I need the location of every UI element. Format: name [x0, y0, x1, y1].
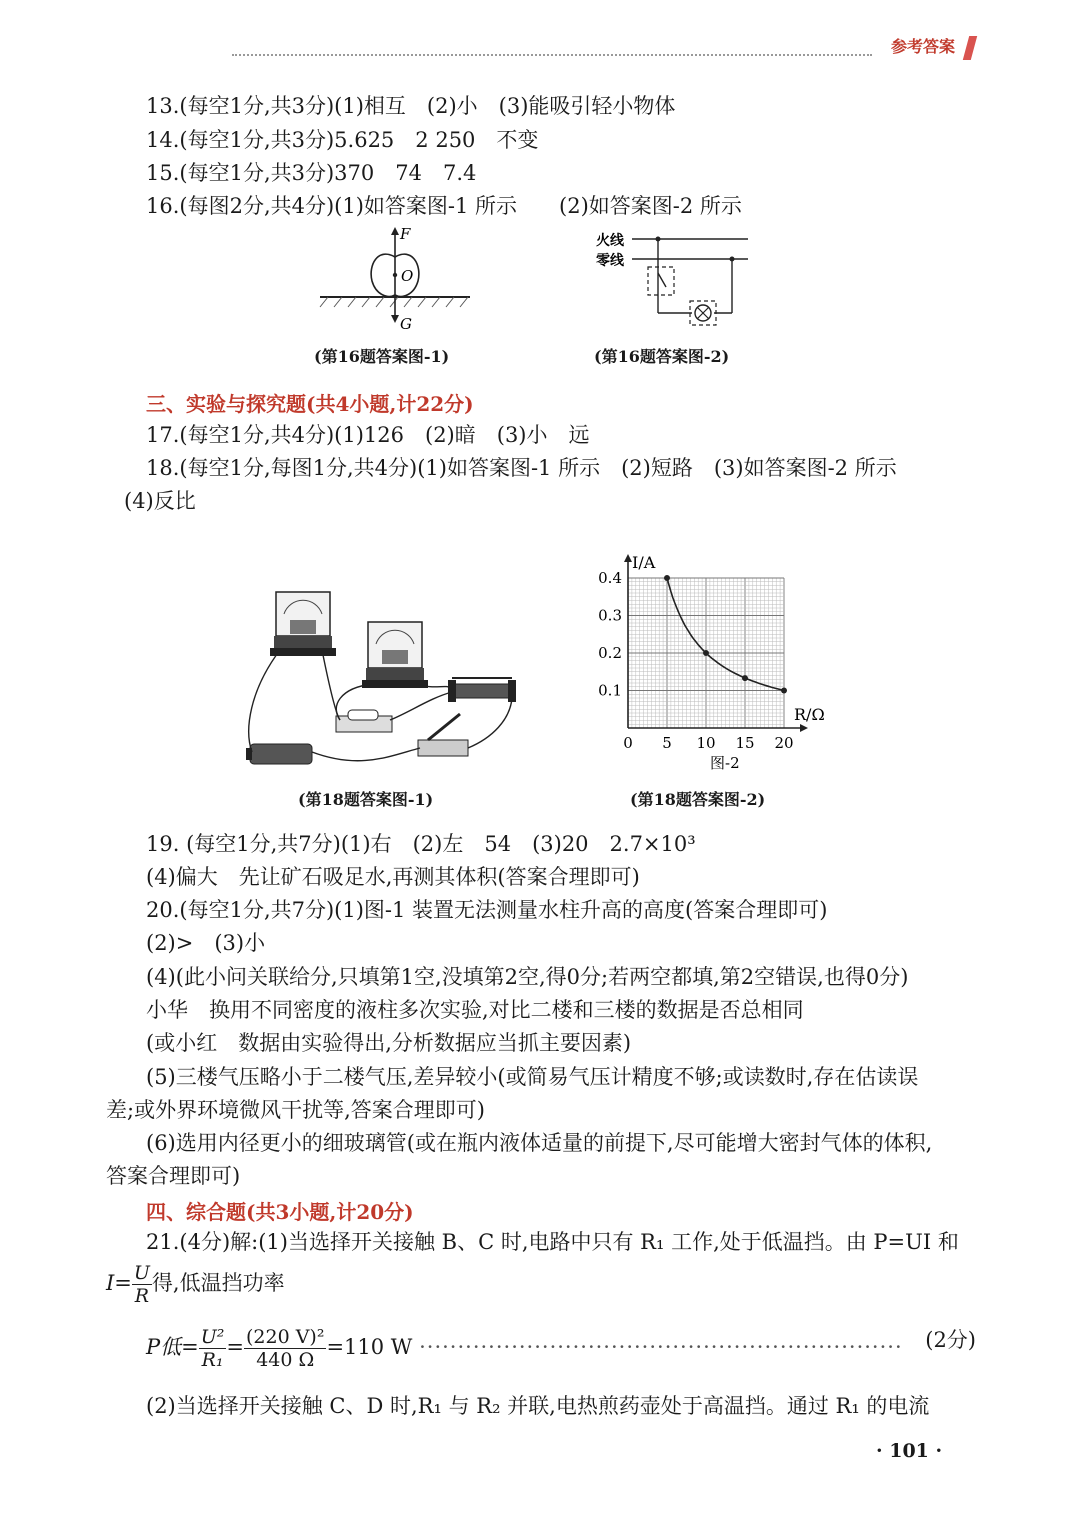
formula-p-label: P低= — [146, 1335, 199, 1359]
score-note: (2分) — [925, 1328, 976, 1352]
formula-ohm — [106, 1262, 285, 1307]
x-tick-label: 5 — [662, 734, 672, 752]
y-tick-label: 0.1 — [598, 681, 622, 700]
fraction-u-over-r: $\frac{U}{R}$ — [133, 1262, 150, 1307]
section-3-heading: 三、实验与探究题(共4小题,计22分) — [146, 392, 474, 416]
label-live: 火线 — [596, 233, 624, 249]
caption-18-2: (第18题答案图-2) — [630, 790, 766, 809]
answer-19-part4: (4)偏大 先让矿石吸足水,再测其体积(答案合理即可) — [146, 865, 640, 889]
y-axis-arrow — [624, 554, 632, 562]
answer-20-part5: (5)三楼气压略小于二楼气压,差异较小(或简易气压计精度不够;或读数时,存在估读误 — [146, 1065, 919, 1089]
y-tick-label: 0.2 — [598, 644, 622, 662]
answer-14: 14.(每空1分,共3分)5.625 2 250 不变 — [146, 128, 539, 152]
caption-18-1: (第18题答案图-1) — [298, 790, 434, 809]
answer-15: 15.(每空1分,共3分)370 74 7.4 — [146, 161, 477, 185]
answer-19: 19. (每空1分,共7分)(1)右 (2)左 54 (3)20 2.7×10³ — [146, 832, 696, 856]
data-point — [664, 575, 670, 581]
answer-20-part2: (2)> (3)小 — [146, 931, 266, 955]
chart-sublabel: 图-2 — [710, 754, 740, 772]
answer-20-part4: (4)(此小问关联给分,只填第1空,没填第2空,得0分;若两空都填,第2空错误,也得0分) — [146, 965, 909, 989]
answer-16: 16.(每图2分,共4分)(1)如答案图-1 所示 (2)如答案图-2 所示 — [146, 194, 742, 218]
figure-16-1 — [310, 225, 480, 335]
rheostat-icon — [448, 678, 516, 702]
fraction-u2-over-r1: $\frac{\text{U²}}{\text{R₁}}$ — [200, 1326, 225, 1371]
answer-17: 17.(每空1分,共4分)(1)126 (2)暗 (3)小 远 — [146, 423, 590, 447]
battery-icon — [246, 744, 312, 764]
x-tick-label: 15 — [735, 734, 755, 752]
x-tick-label: 10 — [696, 734, 716, 752]
header-rule — [232, 54, 872, 56]
chart-ylabel: I/A — [632, 553, 656, 572]
chart-xlabel: R/Ω — [794, 705, 825, 724]
dot-leader: ······························································· — [419, 1335, 903, 1359]
data-point — [781, 688, 787, 694]
formula-power: P低= $\frac{\text{U²}}{\text{R₁}}$ = $\frac{\text{(220 V)²}}{440 \Omega}$ =110 W ······························································· (2分) — [146, 1326, 976, 1371]
answer-21: 21.(4分)解:(1)当选择开关接触 B、C 时,电路中只有 R₁ 工作,处于低温挡。由 P=UI 和 — [146, 1230, 959, 1254]
answer-20: 20.(每空1分,共7分)(1)图-1 装置无法测量水柱升高的高度(答案合理即可) — [146, 898, 828, 922]
caption-16-1: (第16题答案图-1) — [314, 347, 450, 366]
formula-ohm-tail: 得,低温挡功率 — [151, 1271, 285, 1295]
point-o — [393, 273, 397, 277]
ground-hatch — [320, 297, 468, 307]
x-axis-arrow — [800, 724, 808, 732]
answer-13: 13.(每空1分,共3分)(1)相互 (2)小 (3)能吸引轻小物体 — [146, 94, 676, 118]
y-tick-label: 0.4 — [598, 569, 622, 587]
answer-21-part2: (2)当选择开关接触 C、D 时,R₁ 与 R₂ 并联,电热煎药壶处于高温挡。通过 R₁ 的电流 — [146, 1394, 930, 1418]
label-o: O — [401, 267, 414, 285]
label-neutral: 零线 — [596, 253, 624, 269]
ammeter-icon — [270, 592, 336, 656]
label-f: F — [400, 225, 411, 243]
answer-20-part4-a: 小华 换用不同密度的液柱多次实验,对比二楼和三楼的数据是否总相同 — [146, 998, 804, 1022]
answer-18: 18.(每空1分,每图1分,共4分)(1)如答案图-1 所示 (2)短路 (3)如答案图-2 所示 — [146, 456, 897, 480]
page-number: · 101 · — [876, 1440, 943, 1462]
figure-18-1 — [240, 580, 530, 780]
figure-16-2 — [592, 225, 762, 335]
voltmeter-icon — [362, 622, 428, 688]
y-tick-label: 0.3 — [598, 606, 622, 625]
label-g: G — [400, 315, 412, 333]
caption-16-2: (第16题答案图-2) — [594, 347, 730, 366]
data-point — [703, 650, 709, 656]
switch-icon — [418, 714, 468, 756]
x-tick-label: 0 — [623, 734, 633, 752]
formula-result: =110 W — [326, 1335, 413, 1359]
answer-20-part6: (6)选用内径更小的细玻璃管(或在瓶内液体适量的前提下,尽可能增大密封气体的体积, — [146, 1131, 933, 1155]
resistor-icon — [336, 710, 392, 732]
figure-18-2-chart — [592, 550, 842, 780]
answer-20-part4-b: (或小红 数据由实验得出,分析数据应当抓主要因素) — [146, 1031, 632, 1055]
switch — [658, 273, 666, 287]
answer-18-part4: (4)反比 — [124, 489, 196, 513]
x-tick-label: 20 — [774, 734, 794, 752]
header-tag: 参考答案 — [880, 34, 966, 60]
answer-20-part6-cont: 答案合理即可) — [106, 1164, 241, 1188]
data-point — [742, 675, 748, 681]
section-4-heading: 四、综合题(共3小题,计20分) — [146, 1200, 414, 1224]
switch-box — [648, 267, 674, 295]
answer-20-part5-cont: 差;或外界环境微风干扰等,答案合理即可) — [106, 1098, 485, 1122]
fraction-values: $\frac{\text{(220 V)²}}{440 \Omega}$ — [245, 1326, 325, 1371]
formula-i-label: I= — [106, 1271, 132, 1295]
